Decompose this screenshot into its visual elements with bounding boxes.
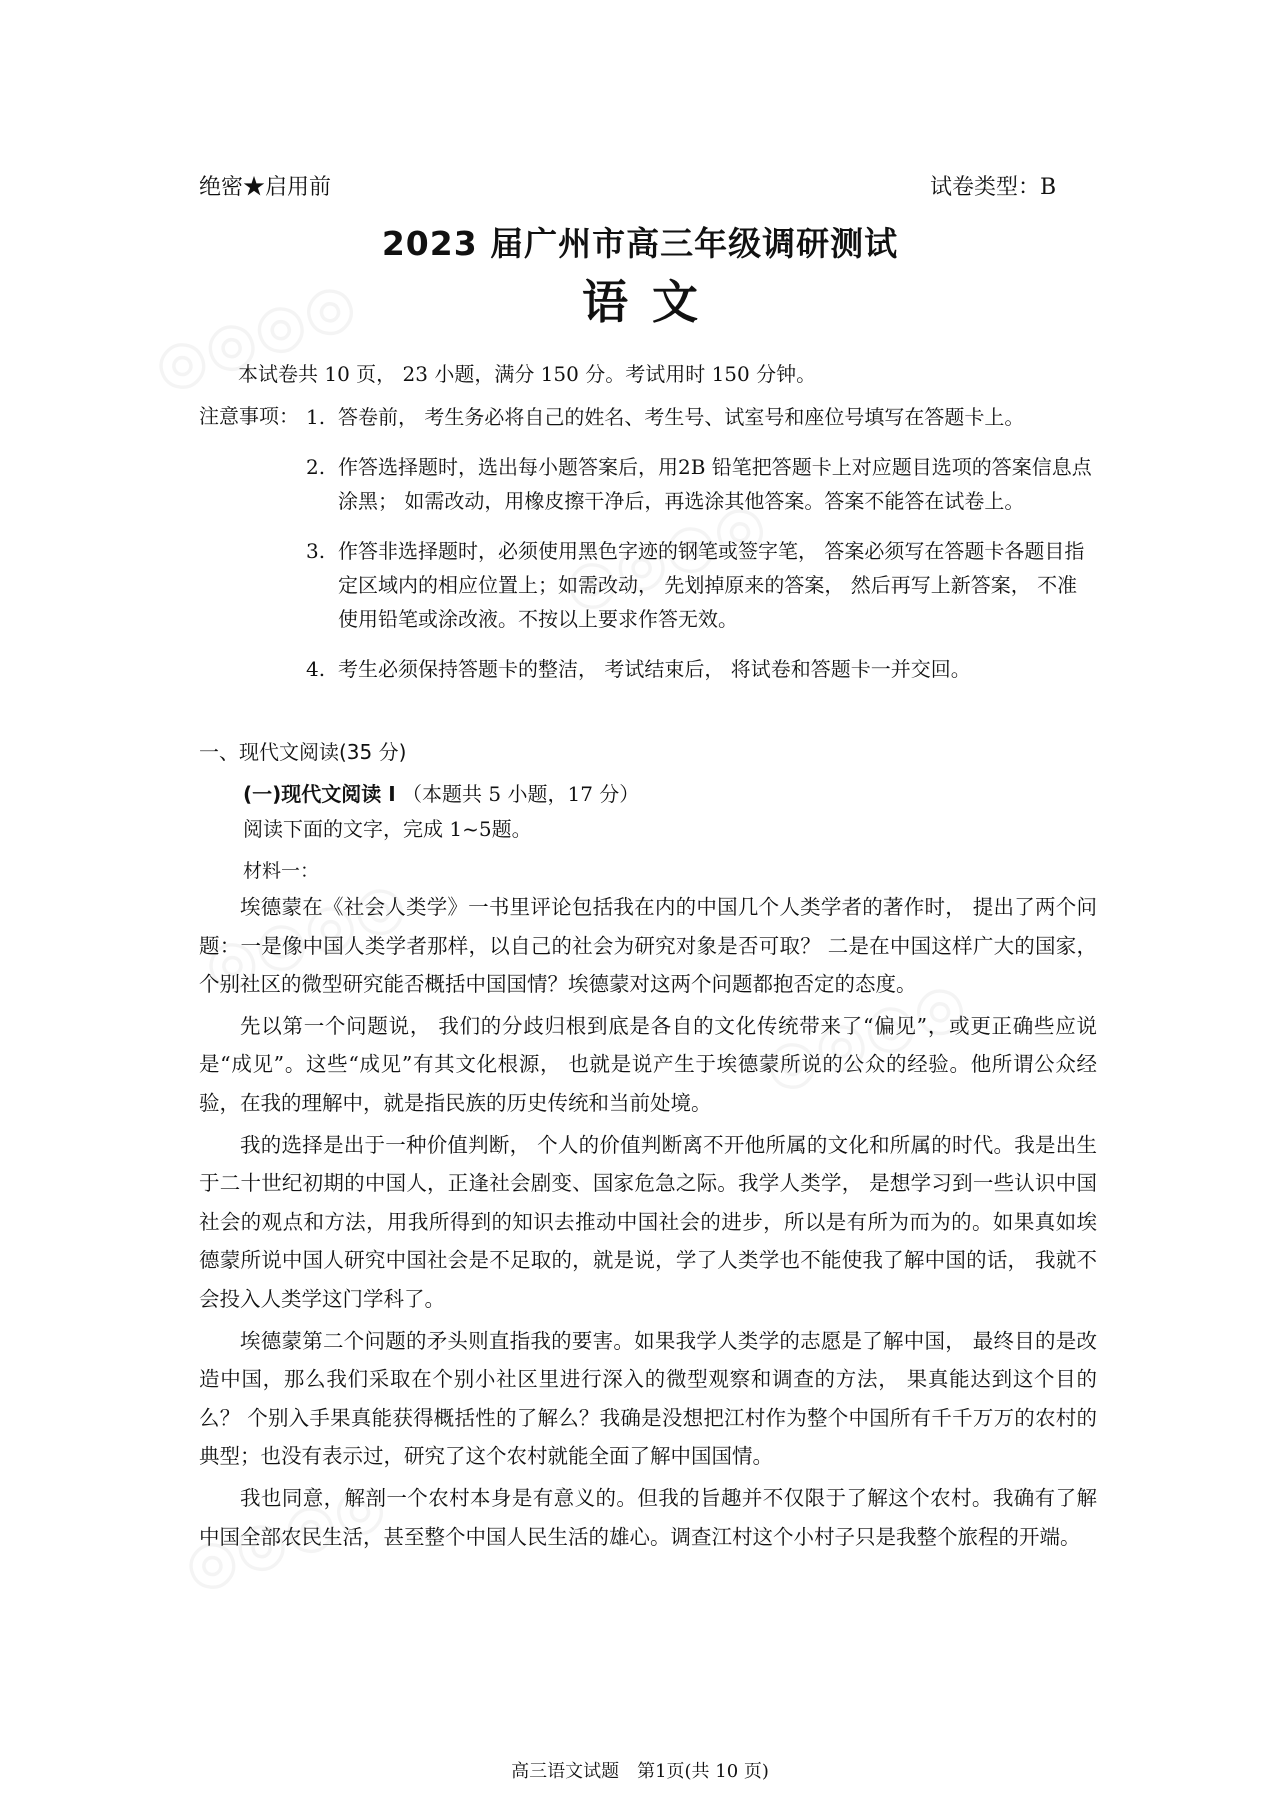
notes-list (306, 400, 1096, 702)
note-text: 作答选择题时，选出每小题答案后，用2B 铅笔把答题卡上对应题目选项的答案信息点涂黑； 如需改动，用橡皮擦干净后，再选涂其他答案。答案不能答在试卷上。 (338, 455, 1092, 513)
passage-paragraph: 埃德蒙在《社会人类学》一书里评论包括我在内的中国几个人类学者的著作时， 提出了两个问题：一是像中国人类学者那样，以自己的社会为研究对象是否可取？ 二是在中国这样广大的国家，个别社区的微型研究能否概括中国国情？埃德蒙对这两个问题都抱否定的态度。 (199, 895, 1097, 997)
note-number: 3. (306, 539, 326, 563)
section-heading: 一、现代文阅读(35 分) (199, 740, 407, 764)
note-item (306, 400, 1096, 434)
paper-type-label: 试卷类型：B (930, 175, 1057, 200)
note-number: 4. (306, 657, 326, 681)
passage-paragraph: 埃德蒙第二个问题的矛头则直指我的要害。如果我学人类学的志愿是了解中国， 最终目的是改造中国，那么我们采取在个别小社区里进行深入的微型观察和调查的方法， 果真能达到这个目的么？ 个别入手果真能获得概括性的了解么？我确是没想把江村作为整个中国所有千千万万的农村的典型；也没有表示过，研究了这个农村就能全面了解中国国情。 (199, 1328, 1097, 1469)
subsection-title: (一)现代文阅读 Ⅰ (243, 782, 396, 806)
subject-title: 语文 (582, 275, 722, 329)
note-text: 考生必须保持答题卡的整洁， 考试结束后， 将试卷和答题卡一并交回。 (338, 657, 971, 681)
reading-passage (199, 888, 1097, 1559)
page-footer: 高三语文试题 第1页(共 10 页) (511, 1761, 769, 1782)
note-item (306, 450, 1096, 518)
note-number: 2. (306, 455, 326, 479)
passage-paragraph: 我的选择是出于一种价值判断， 个人的价值判断离不开他所属的文化和所属的时代。我是出生于二十世纪初期的中国人，正逢社会剧变、国家危急之际。我学人类学， 是想学习到一些认识中国社会的观点和方法，用我所得到的知识去推动中国社会的进步，所以是有所为而为的。如果真如埃德蒙所说中国人研究中国社会是不足取的，就是说，学了人类学也不能使我了解中国的话， 我就不会投入人类学这门学科了。 (199, 1132, 1097, 1311)
note-text: 答卷前， 考生务必将自己的姓名、考生号、试室号和座位号填写在答题卡上。 (338, 405, 1025, 429)
note-number: 1. (306, 405, 326, 429)
confidential-label: 绝密★启用前 (199, 175, 332, 200)
passage-paragraph: 我也同意，解剖一个农村本身是有意义的。但我的旨趣并不仅限于了解这个农村。我确有了解中国全部农民生活，甚至整个中国人民生活的雄心。调查江村这个小村子只是我整个旅程的开端。 (199, 1485, 1097, 1549)
exam-intro: 本试卷共 10 页， 23 小题，满分 150 分。考试用时 150 分钟。 (238, 362, 817, 386)
note-item (306, 652, 1096, 686)
note-text: 作答非选择题时，必须使用黑色字迹的钢笔或签字笔， 答案必须写在答题卡各题目指定区域内的相应位置上；如需改动， 先划掉原来的答案， 然后再写上新答案， 不准使用铅笔或涂改液。不按以上要求作答无效。 (338, 539, 1085, 631)
reading-instruction: 阅读下面的文字，完成 1~5题。 (243, 817, 532, 841)
passage-paragraph: 先以第一个问题说， 我们的分歧归根到底是各自的文化传统带来了“偏见”，或更正确些应说是“成见”。这些“成见”有其文化根源， 也就是说产生于埃德蒙所说的公众的经验。他所谓公众经验，在我的理解中，就是指民族的历史传统和当前处境。 (199, 1013, 1097, 1115)
subsection-note: （本题共 5 小题，17 分） (402, 782, 640, 806)
exam-title: 2023 届广州市高三年级调研测试 (381, 224, 899, 263)
subsection-heading (243, 778, 639, 807)
material-label: 材料一： (243, 860, 320, 882)
notes-label: 注意事项： (199, 404, 299, 428)
note-item (306, 534, 1096, 636)
